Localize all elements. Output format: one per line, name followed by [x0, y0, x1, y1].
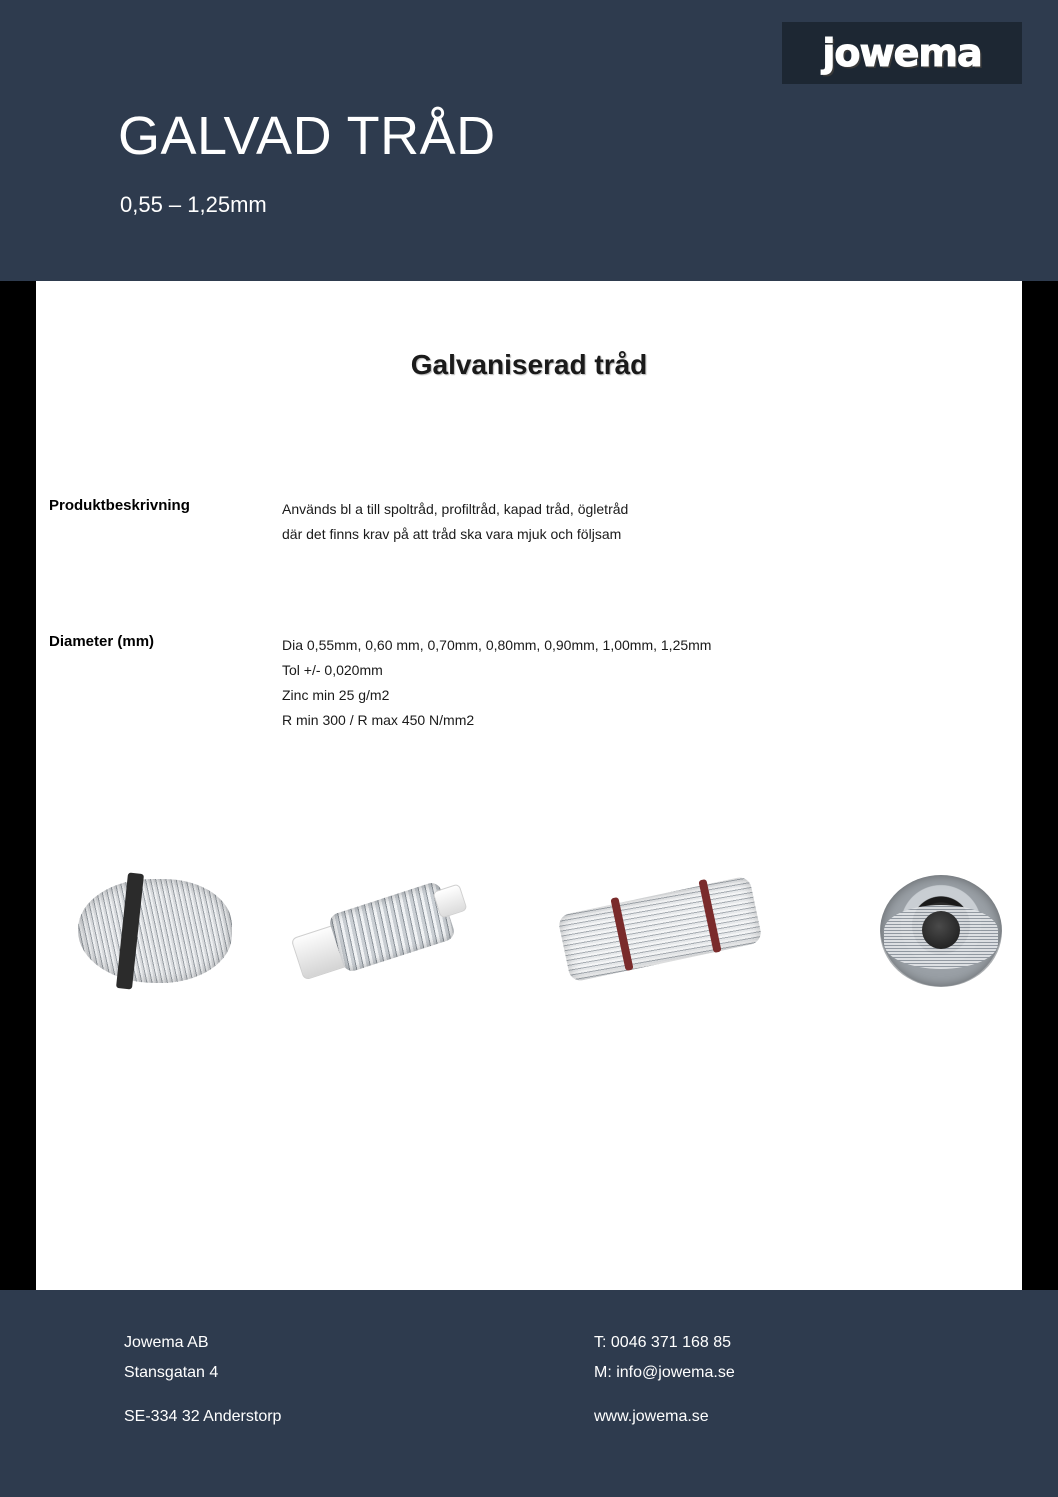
diameter-line-1: Dia 0,55mm, 0,60 mm, 0,70mm, 0,80mm, 0,90mm, 1,00mm, 1,25mm	[282, 637, 712, 653]
content-sheet	[36, 281, 1022, 1290]
wire-rod-shape	[557, 875, 763, 982]
footer-street: Stansgatan 4	[124, 1364, 219, 1381]
document-header	[0, 0, 1058, 281]
diameter-body	[282, 633, 711, 733]
logo-wordmark: jowema	[822, 31, 982, 75]
wire-spool-image	[876, 861, 1006, 1011]
cut-wire-bundle-graphic	[70, 869, 240, 989]
product-description-line-2: där det finns krav på att tråd ska vara mjuk och följsam	[282, 526, 622, 542]
footer-email[interactable]: M: info@jowema.se	[594, 1364, 735, 1381]
diameter-line-2: Tol +/- 0,020mm	[282, 662, 383, 678]
wire-mass-shape	[78, 879, 232, 983]
footer-website[interactable]: www.jowema.se	[594, 1408, 709, 1425]
cut-wire-bundle-image	[60, 861, 250, 1011]
wire-coil-graphic	[296, 881, 476, 991]
page-title: GALVAD TRÅD	[118, 106, 496, 166]
section-title: Galvaniserad tråd	[410, 349, 648, 380]
wire-spool-graphic	[880, 875, 1002, 987]
footer-address-block	[124, 1328, 281, 1432]
wire-coil-on-core-image	[296, 861, 476, 1011]
footer-phone: T: 0046 371 168 85	[594, 1334, 732, 1351]
product-description-body	[282, 497, 628, 547]
jowema-logo	[782, 22, 1022, 84]
diameter-line-3: Zinc min 25 g/m2	[282, 687, 390, 703]
spool-hub-shape	[922, 911, 960, 949]
footer-contact-block	[594, 1328, 735, 1432]
straight-wire-bundle-graphic	[556, 873, 766, 988]
footer-city: SE-334 32 Anderstorp	[124, 1408, 282, 1425]
straight-cut-wire-bundle-image	[556, 861, 776, 1011]
page-subtitle: 0,55 – 1,25mm	[120, 192, 267, 217]
diameter-line-4: R min 300 / R max 450 N/mm2	[282, 712, 475, 728]
product-image-row	[36, 861, 1022, 1021]
document-footer	[0, 1290, 1058, 1497]
footer-spacer	[124, 1388, 281, 1402]
footer-company: Jowema AB	[124, 1334, 209, 1351]
product-description-label: Produktbeskrivning	[49, 497, 190, 514]
footer-spacer-2	[594, 1388, 735, 1402]
diameter-label: Diameter (mm)	[49, 633, 155, 650]
product-description-line-1: Används bl a till spoltråd, profiltråd, kapad tråd, ögletråd	[282, 501, 629, 517]
